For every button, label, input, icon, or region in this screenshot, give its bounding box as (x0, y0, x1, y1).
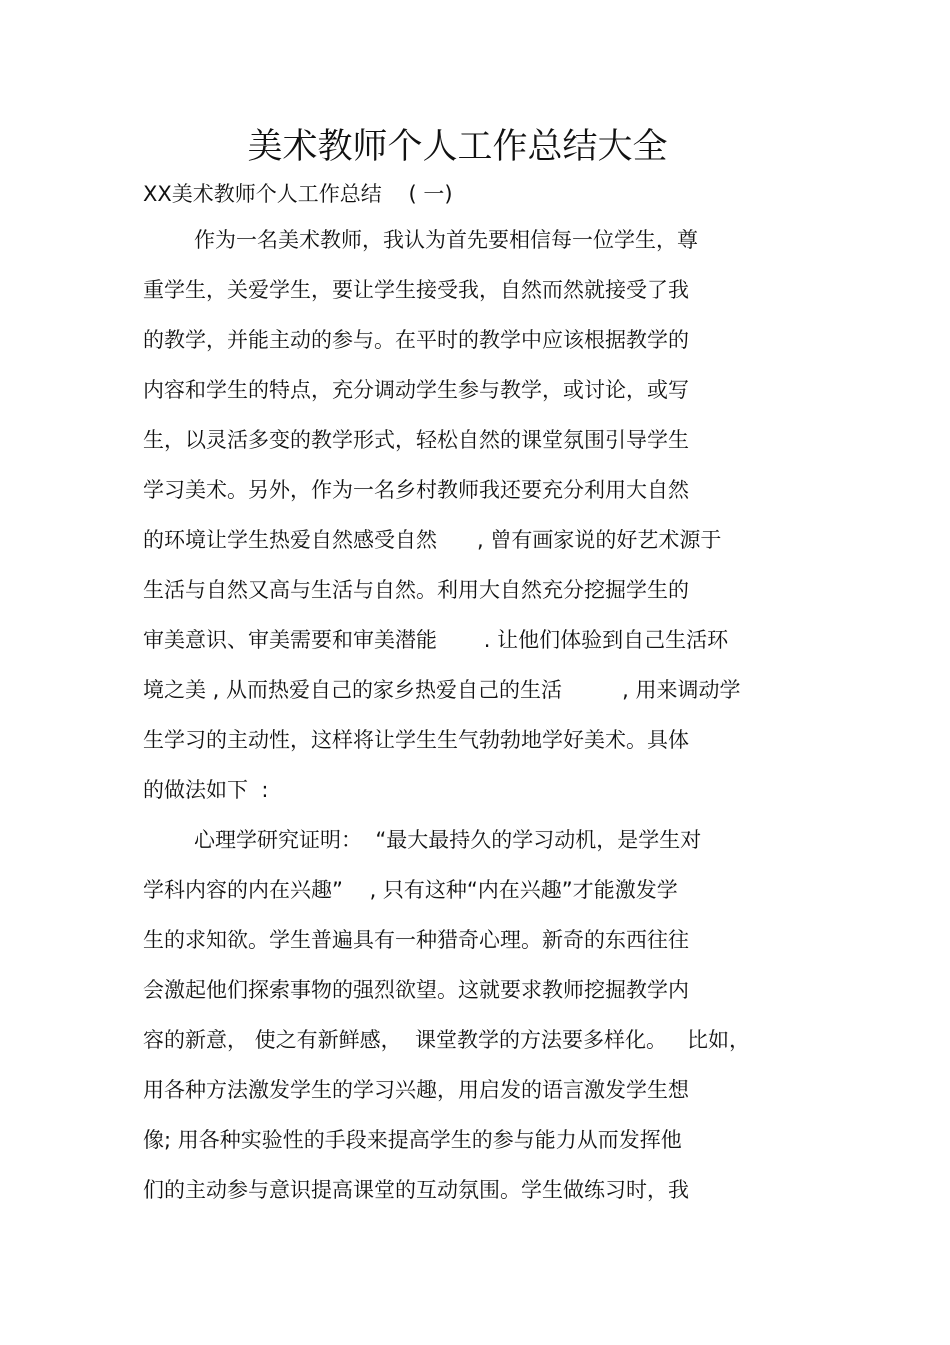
paragraph-1-line: 作为一名美术教师，我认为首先要相信每一位学生，尊 (194, 228, 698, 252)
paragraph-1-line: 重学生，关爱学生，要让学生接受我，自然而然就接受了我 (143, 278, 689, 302)
paragraph-2-line: 容的新意， 使之有新鲜感， 课堂教学的方法要多样化。 比如， (143, 1028, 751, 1052)
section-heading: XX美术教师个人工作总结 ( 一) (143, 182, 453, 206)
paragraph-1-line: 的环境让学生热爱自然感受自然 , 曾有画家说的好艺术源于 (143, 528, 722, 552)
paragraph-1-line: 境之美 , 从而热爱自己的家乡热爱自己的生活 , 用来调动学 (143, 678, 741, 702)
paragraph-2-line: 学科内容的内在兴趣” , 只有这种“内在兴趣”才能激发学 (143, 878, 678, 902)
paragraph-2-line: 生的求知欲。学生普遍具有一种猎奇心理。新奇的东西往往 (143, 928, 689, 952)
document-title: 美术教师个人工作总结大全 (247, 127, 668, 167)
paragraph-1-line: 生学习的主动性，这样将让学生生气勃勃地学好美术。具体 (143, 728, 689, 752)
paragraph-2-line: 心理学研究证明： “最大最持久的学习动机，是学生对 (194, 828, 702, 852)
paragraph-1-line: 生，以灵活多变的教学形式，轻松自然的课堂氛围引导学生 (143, 428, 689, 452)
paragraph-1-line: 生活与自然又高与生活与自然。利用大自然充分挖掘学生的 (143, 578, 689, 602)
paragraph-2-line: 会激起他们探索事物的强烈欲望。这就要求教师挖掘教学内 (143, 978, 689, 1002)
paragraph-1-line: 学习美术。另外，作为一名乡村教师我还要充分利用大自然 (143, 478, 689, 502)
paragraph-2-line: 们的主动参与意识提高课堂的互动氛围。学生做练习时，我 (143, 1178, 689, 1202)
paragraph-1-line: 的做法如下 : (143, 778, 269, 802)
paragraph-1-line: 内容和学生的特点，充分调动学生参与教学，或讨论，或写 (143, 378, 689, 402)
paragraph-1-line: 的教学，并能主动的参与。在平时的教学中应该根据教学的 (143, 328, 689, 352)
paragraph-2-line: 像; 用各种实验性的手段来提高学生的参与能力从而发挥他 (143, 1128, 682, 1152)
paragraph-2-line: 用各种方法激发学生的学习兴趣，用启发的语言激发学生想 (143, 1078, 689, 1102)
paragraph-1-line: 审美意识、审美需要和审美潜能 . 让他们体验到自己生活环 (143, 628, 729, 652)
